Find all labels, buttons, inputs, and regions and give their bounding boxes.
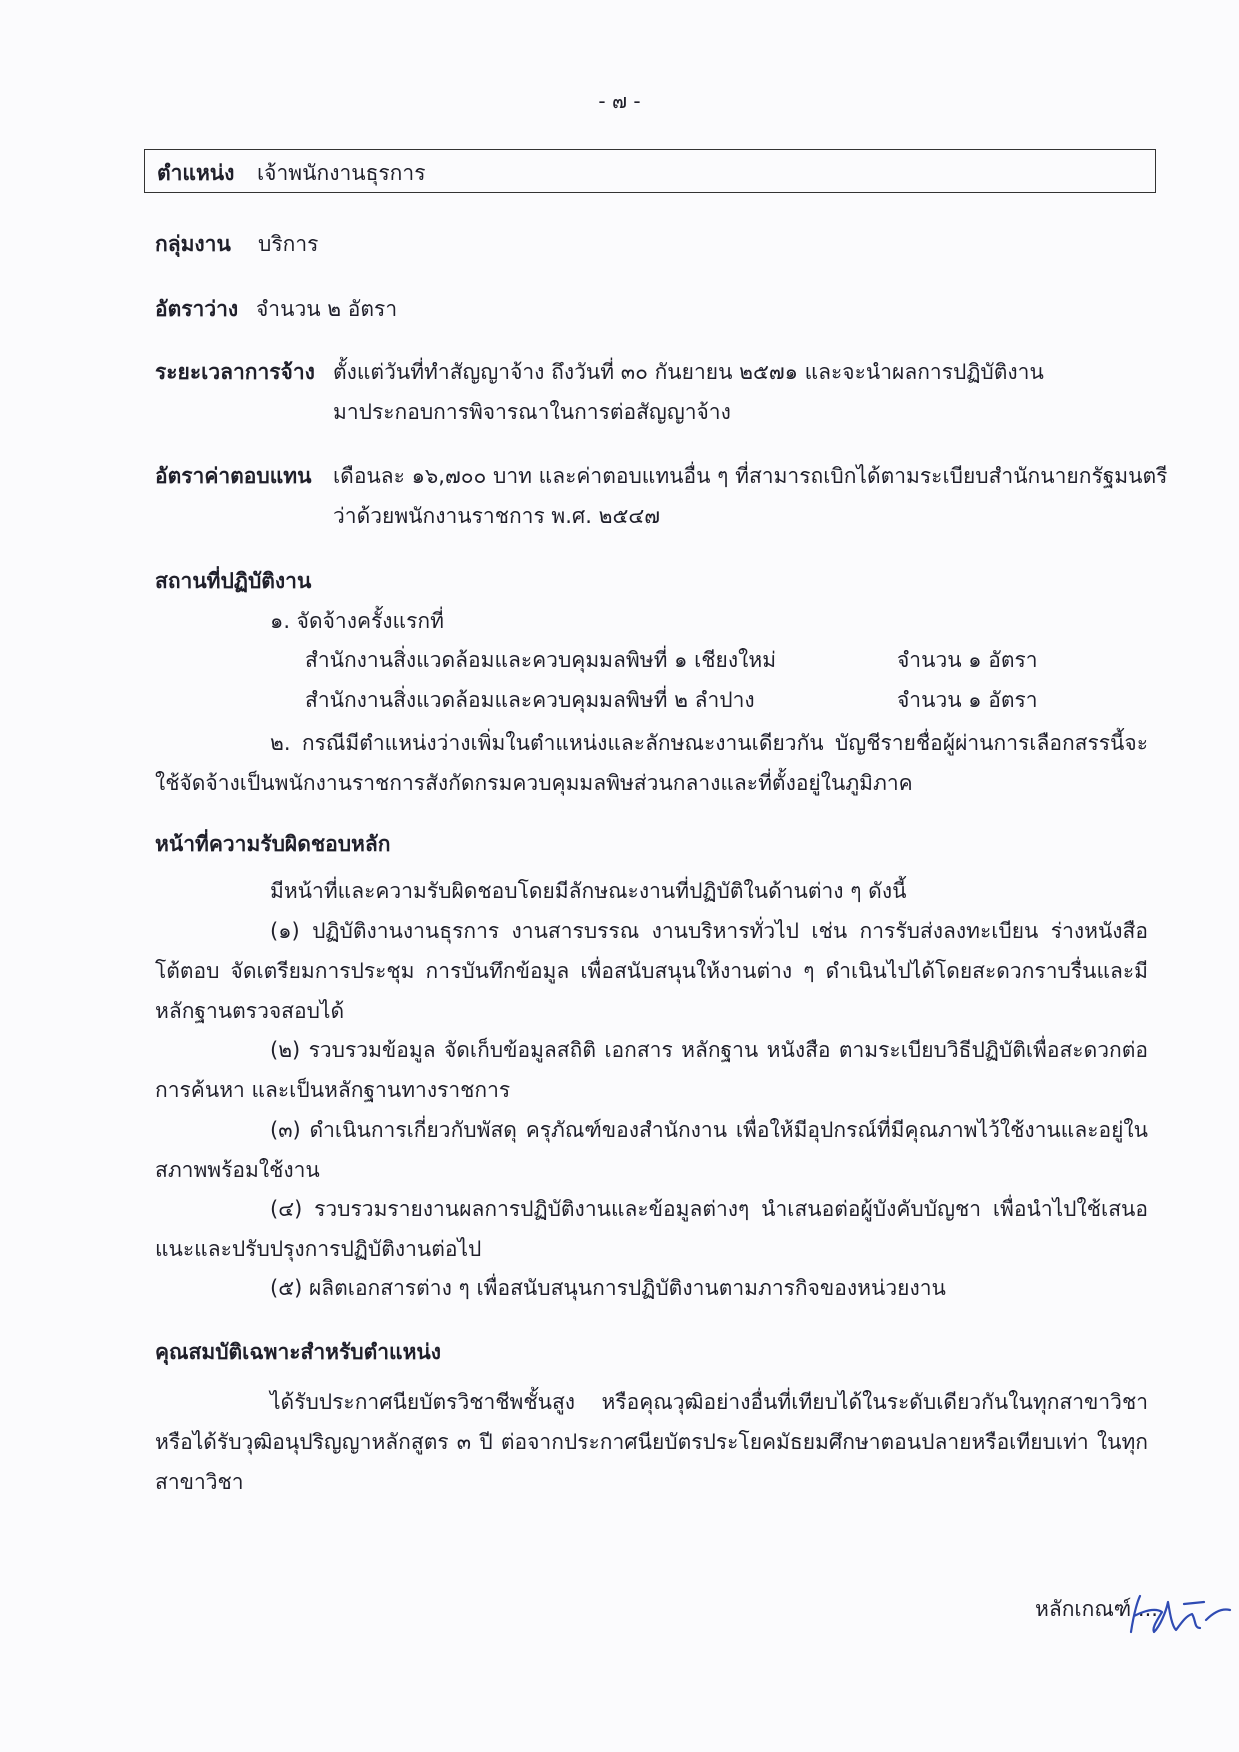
workplace-item-2: ๒. กรณีมีตำแหน่งว่างเพิ่มในตำแหน่งและลักษณะงานเดียวกัน บัญชีรายชื่อผู้ผ่านการเลือกสรรนี้จะใช้จัดจ้างเป็นพนักงานราชการสังกัดกรมควบคุมมลพิษส่วนกลางและที่ตั้งอยู่ในภูมิภาค [155,731,1148,795]
position-label: ตำแหน่ง [157,161,235,185]
position-box [144,149,1156,193]
employment-period-line1: ตั้งแต่วันที่ทำสัญญาจ้าง ถึงวันที่ ๓๐ กันยายน ๒๕๗๑ และจะนำผลการปฏิบัติงาน [333,360,1044,384]
compensation-line1: เดือนละ ๑๖,๗๐๐ บาท และค่าตอบแทนอื่น ๆ ที่สามารถเบิกได้ตามระเบียบสำนักนายกรัฐมนตรี [333,464,1168,488]
position-value: เจ้าพนักงานธุรการ [257,161,426,185]
duty-item: (๒) รวบรวมข้อมูล จัดเก็บข้อมูลสถิติ เอกสาร หลักฐาน หนังสือ ตามระเบียบวิธีปฏิบัติเพื่อสะดวกต่อการค้นหา และเป็นหลักฐานทางราชการ [155,1038,1148,1102]
qualifications-text: ได้รับประกาศนียบัตรวิชาชีพชั้นสูง หรือคุณวุฒิอย่างอื่นที่เทียบได้ในระดับเดียวกันในทุกสาขาวิชา หรือได้รับวุฒิอนุปริญญาหลักสูตร ๓ ปี ต่อจากประกาศนียบัตรประโยคมัธยมศึกษาตอนปลายหรือเทียบเท่า ในทุกสาขาวิชา [155,1390,1148,1494]
duty-item: (๔) รวบรวมรายงานผลการปฏิบัติงานและข้อมูลต่างๆ นำเสนอต่อผู้บังคับบัญชา เพื่อนำไปใช้เสนอแนะและปรับปรุงการปฏิบัติงานต่อไป [155,1197,1148,1261]
office-name: สำนักงานสิ่งแวดล้อมและควบคุมมลพิษที่ ๑ เชียงใหม่ [305,648,777,672]
compensation-label: อัตราค่าตอบแทน [155,464,312,488]
office-count: จำนวน ๑ อัตรา [897,688,1038,712]
compensation-line2: ว่าด้วยพนักงานราชการ พ.ศ. ๒๕๔๗ [333,504,661,528]
duty-item: (๑) ปฏิบัติงานงานธุรการ งานสารบรรณ งานบริหารทั่วไป เช่น การรับส่งลงทะเบียน ร่างหนังสือโต้ตอบ จัดเตรียมการประชุม การบันทึกข้อมูล เพื่อสนับสนุนให้งานต่าง ๆ ดำเนินไปได้โดยสะดวกราบรื่นและมีหลักฐานตรวจสอบได้ [155,919,1148,1023]
vacancy-label: อัตราว่าง [155,297,239,321]
vacancy-value: จำนวน ๒ อัตรา [256,297,398,321]
employment-period-label: ระยะเวลาการจ้าง [155,360,315,384]
group-value: บริการ [258,232,319,256]
duty-item: (๕) ผลิตเอกสารต่าง ๆ เพื่อสนับสนุนการปฏิบัติงานตามภารกิจของหน่วยงาน [270,1276,946,1300]
continuation-note: หลักเกณฑ์ ... [1035,1597,1158,1621]
employment-period-line2: มาประกอบการพิจารณาในการต่อสัญญาจ้าง [333,400,731,424]
office-count: จำนวน ๑ อัตรา [897,648,1038,672]
workplace-item-1: ๑. จัดจ้างครั้งแรกที่ [270,609,444,633]
duties-heading: หน้าที่ความรับผิดชอบหลัก [155,832,391,856]
duty-item: (๓) ดำเนินการเกี่ยวกับพัสดุ ครุภัณฑ์ของสำนักงาน เพื่อให้มีอุปกรณ์ที่มีคุณภาพไว้ใช้งานและอยู่ในสภาพพร้อมใช้งาน [155,1118,1148,1182]
page-number: - ๗ - [598,89,641,113]
qualifications-heading: คุณสมบัติเฉพาะสำหรับตำแหน่ง [155,1340,442,1364]
workplace-heading: สถานที่ปฏิบัติงาน [155,569,312,593]
office-name: สำนักงานสิ่งแวดล้อมและควบคุมมลพิษที่ ๒ ลำปาง [305,688,755,712]
signature-mark [1126,1582,1234,1644]
group-label: กลุ่มงาน [155,232,231,256]
duties-intro: มีหน้าที่และความรับผิดชอบโดยมีลักษณะงานที่ปฏิบัติในด้านต่าง ๆ ดังนี้ [270,879,907,903]
